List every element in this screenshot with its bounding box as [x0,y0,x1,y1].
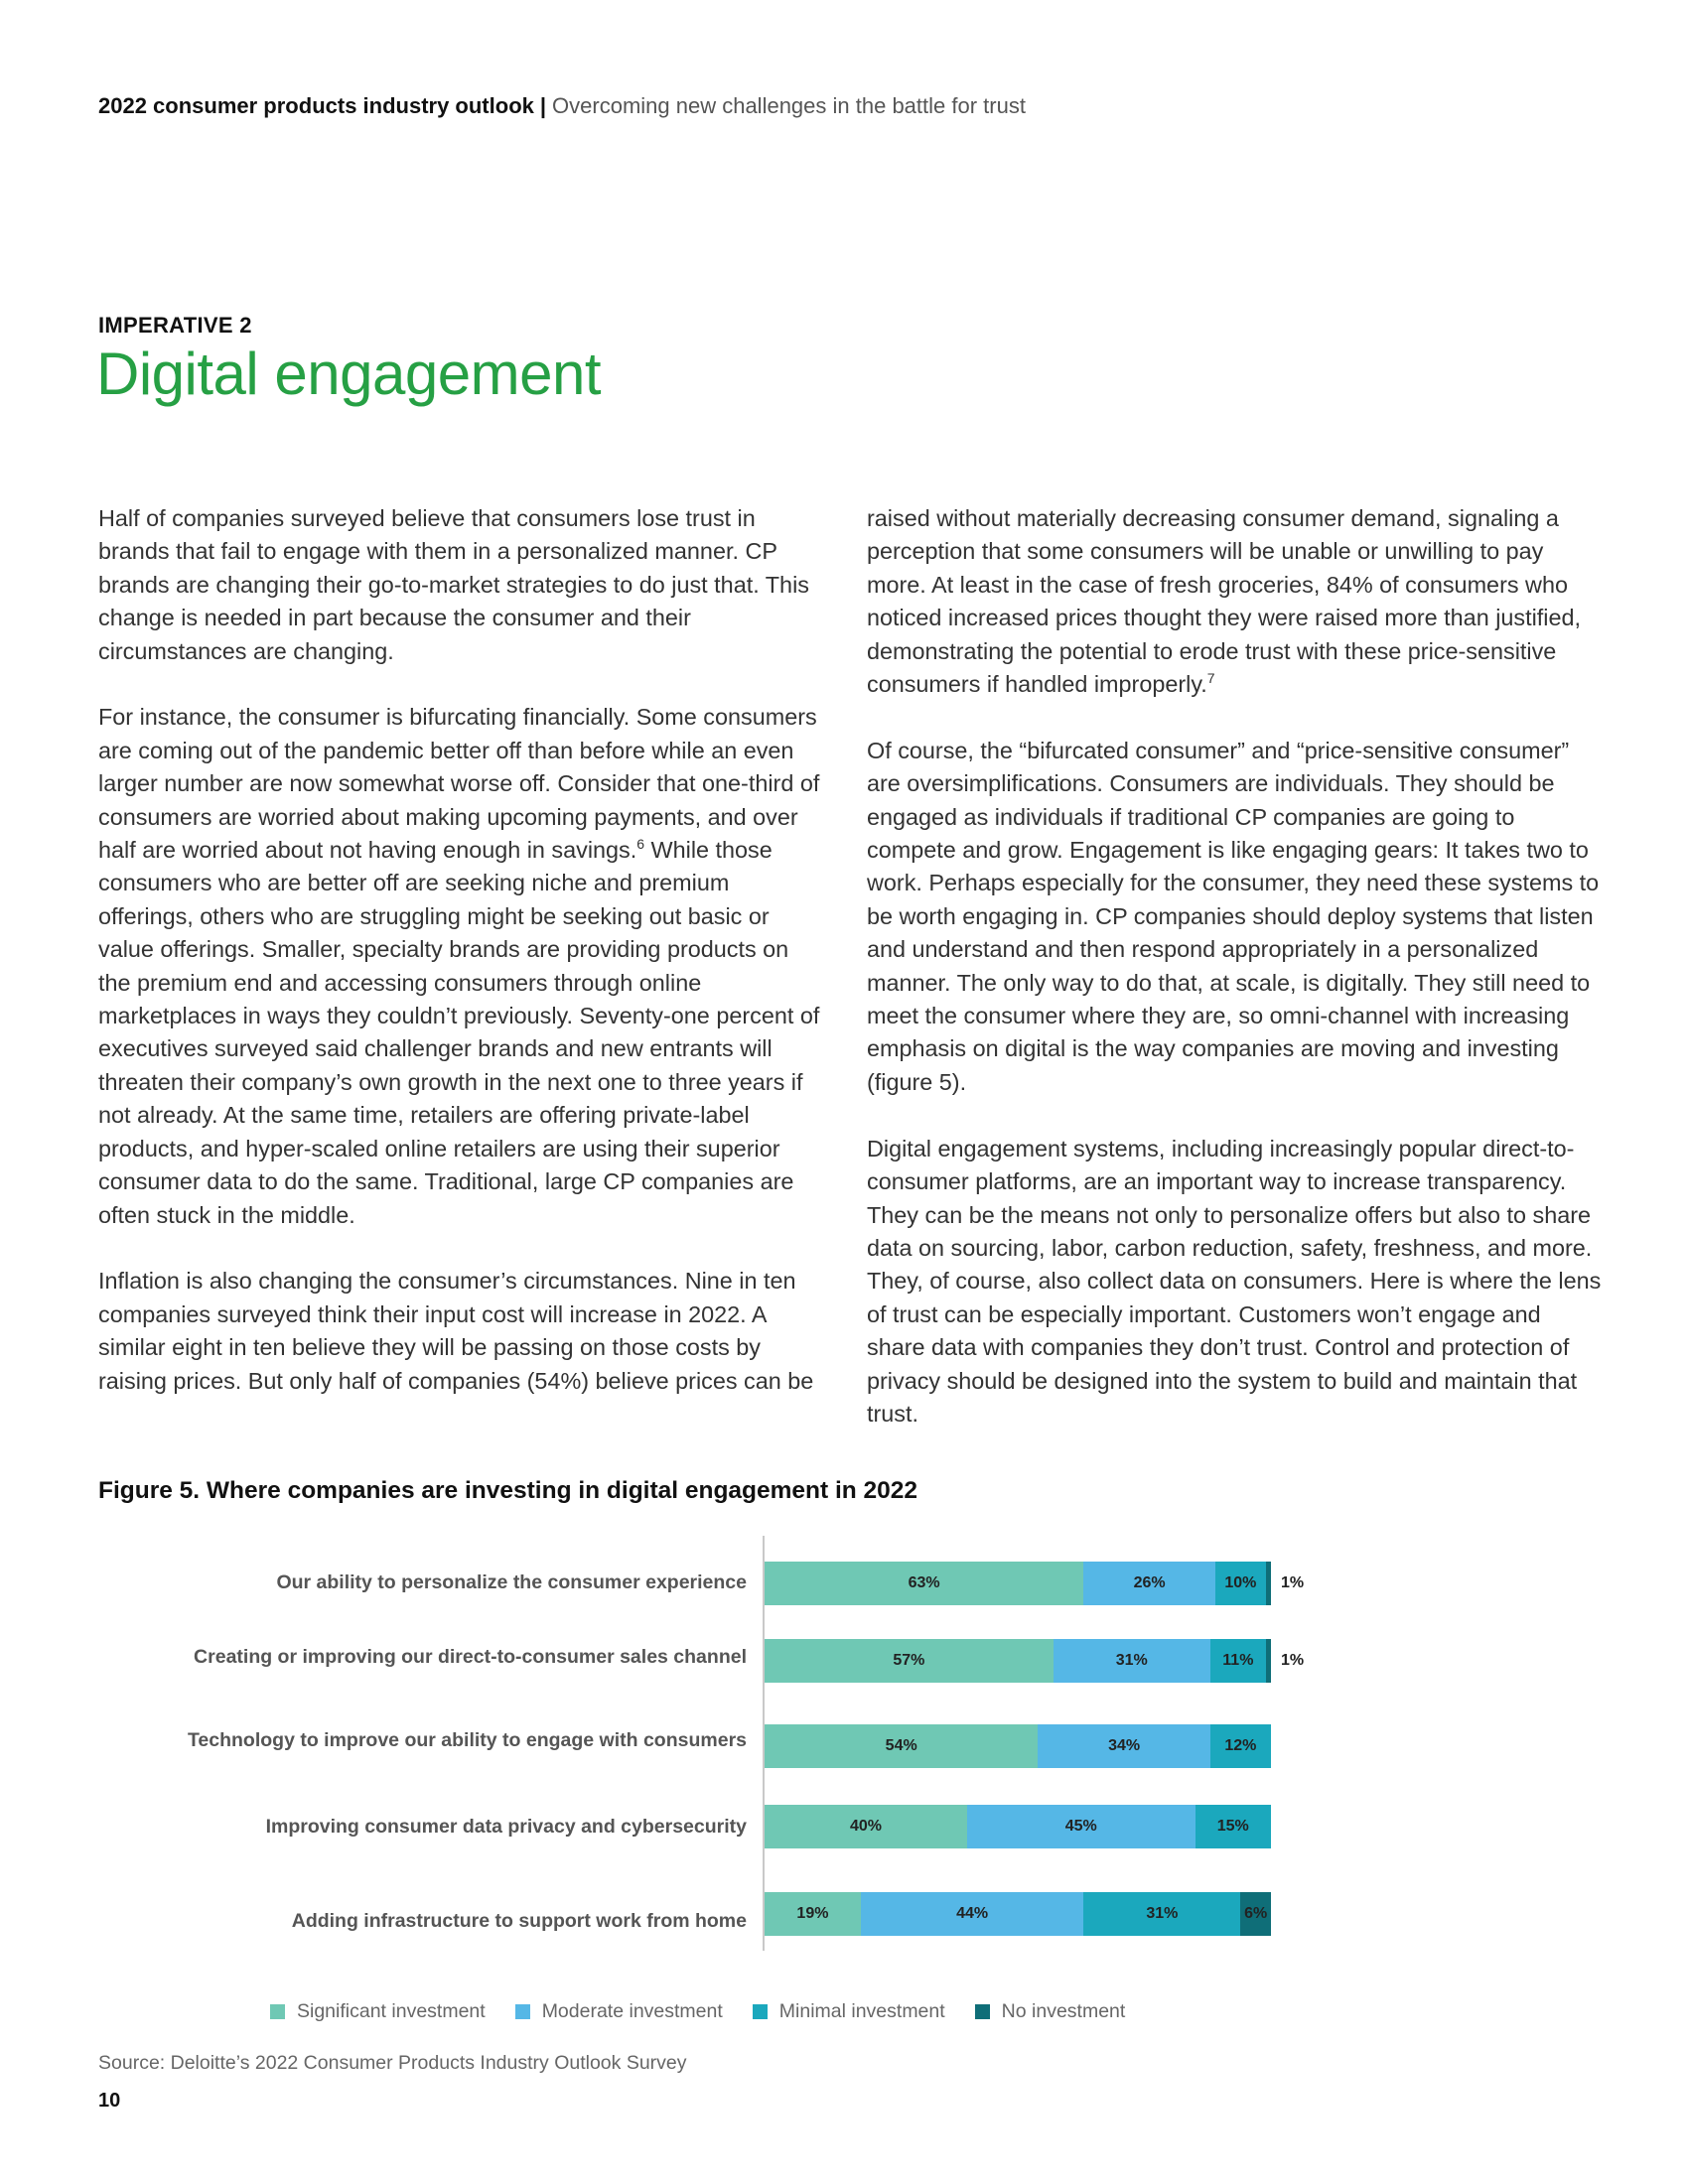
category-label: Creating or improving our direct-to-consumer sales channel [194,1646,747,1668]
legend-swatch [975,2004,990,2019]
data-label: 45% [1064,1818,1097,1835]
data-label: 6% [1244,1905,1268,1922]
data-label-outside: 1% [1281,1652,1305,1669]
paragraph: raised without materially decreasing consumer demand, signaling a perception that some consumers will be unable or unwilling to pay more. At least in the case of fresh groceries, 84% of consumers who noticed increased prices thought they were raised more than justified, demonstrating the potential to erode trust with these price-sensitive consumers if handled improperly.$^7$ [867,505,1582,698]
data-label: 40% [849,1818,883,1835]
paragraph: Of course, the “bifurcated consumer” and “price-sensitive consumer” are oversimplifications. Consumers are individuals. They should be engaged as individuals if traditional CP companies are going to compete and grow. Engagement is like engaging gears: It takes two to work. Perhaps especially for the consumer, they need these systems to be worth engaging in. CP companies should deploy systems that listen and understand and then respond appropriately in a personalized manner. The only way to do that, at scale, is digitally. They still need to meet the consumer where they are, so omni-channel with increasing emphasis on digital is the way companies are moving and investing (figure 5). [867,737,1600,1095]
page-title: Digital engagement [96,341,602,407]
paragraph: Inflation is also changing the consumer’s circumstances. Nine in ten companies surveyed think their input cost will increase in 2022. A similar eight in ten believe they will be passing on those costs by raising prices. But only half of companies (54%) believe prices can be [98,1268,814,1394]
footnote-ref: 7 [1206,670,1215,687]
footnote-ref: 6 [636,836,645,853]
data-label: 34% [1108,1737,1141,1754]
report-title: 2022 consumer products industry outlook [98,93,534,118]
paragraph: For instance, the consumer is bifurcating financially. Some consumers are coming out of the pandemic better off than before while an even larger number are now somewhat worse off. Consider that one-third of consumers are worried about making upcoming payments, and over half are worried about not having enough in savings.$^6$ While those consumers who are better off are seeking niche and premium offerings, others who are struggling might be seeking out basic or value offerings. Smaller, specialty brands are providing products on the premium end and accessing consumers through online marketplaces in ways they couldn’t previously. Seventy-one percent of executives surveyed said challenger brands and new entrants will threaten their company’s own growth in the next one to three years if not already. At the same time, retailers are offering private-label products, and hyper-scaled online retailers are using their superior consumer data to do the same. Traditional, large CP companies are often stuck in the middle. [98,704,820,1228]
legend-item [753,2000,945,2023]
legend-label: Significant investment [297,2000,486,2022]
bar-row [765,1562,1305,1605]
data-label: 31% [1115,1652,1148,1669]
chart-legend [270,2000,1155,2023]
legend-label: Minimal investment [778,2000,945,2022]
data-label: 57% [893,1652,925,1669]
bar-row [765,1805,1271,1848]
data-label: 26% [1133,1574,1166,1591]
bar-row [765,1892,1271,1936]
data-label: 63% [908,1574,940,1591]
data-label: 11% [1222,1652,1254,1669]
report-subtitle: Overcoming new challenges in the battle for trust [552,93,1026,118]
running-header [98,93,1026,119]
legend-swatch [270,2004,285,2019]
data-label: 54% [885,1737,917,1754]
legend-item [975,2000,1126,2023]
right-column [867,502,1602,1464]
data-label: 10% [1224,1574,1257,1591]
category-label: Our ability to personalize the consumer experience [276,1571,747,1593]
page-number: 10 [98,2090,121,2112]
data-label: 12% [1224,1737,1257,1754]
data-label: 31% [1146,1905,1179,1922]
data-label: 19% [796,1905,829,1922]
header-separator: | [539,93,547,118]
data-label: 44% [956,1905,989,1922]
bar-row [765,1724,1271,1768]
category-label: Technology to improve our ability to engage with consumers [187,1729,747,1751]
bar-row [765,1639,1305,1683]
section-kicker: IMPERATIVE 2 [98,313,252,338]
paragraph: Half of companies surveyed believe that consumers lose trust in brands that fail to engage with them in a personalized manner. CP brands are changing their go-to-market strategies to do just that. This change is needed in part because the consumer and their circumstances are changing. [98,505,809,664]
legend-swatch [515,2004,530,2019]
data-label: 15% [1216,1818,1249,1835]
bar-segment [1266,1639,1271,1683]
legend-item [270,2000,486,2023]
legend-item [515,2000,723,2023]
figure-source: Source: Deloitte’s 2022 Consumer Products Industry Outlook Survey [98,2052,687,2074]
figure-title: Figure 5. Where companies are investing in digital engagement in 2022 [98,1477,918,1504]
legend-label: No investment [1001,2000,1126,2022]
bar-segment [1266,1562,1271,1605]
legend-swatch [753,2004,768,2019]
legend-label: Moderate investment [541,2000,723,2022]
left-column [98,502,823,1431]
paragraph: Digital engagement systems, including increasingly popular direct-to-consumer platforms, are an important way to increase transparency. They can be the means not only to personalize offers but also to share data on sourcing, labor, carbon reduction, safety, freshness, and more. They, of course, also collect data on consumers. Here is where the lens of trust can be especially important. Customers won’t engage and share data with companies they don’t trust. Control and protection of privacy should be designed into the system to build and maintain that trust. [867,1135,1602,1427]
category-label: Improving consumer data privacy and cybersecurity [265,1816,747,1838]
data-label-outside: 1% [1281,1574,1305,1591]
category-label: Adding infrastructure to support work from home [291,1910,747,1932]
